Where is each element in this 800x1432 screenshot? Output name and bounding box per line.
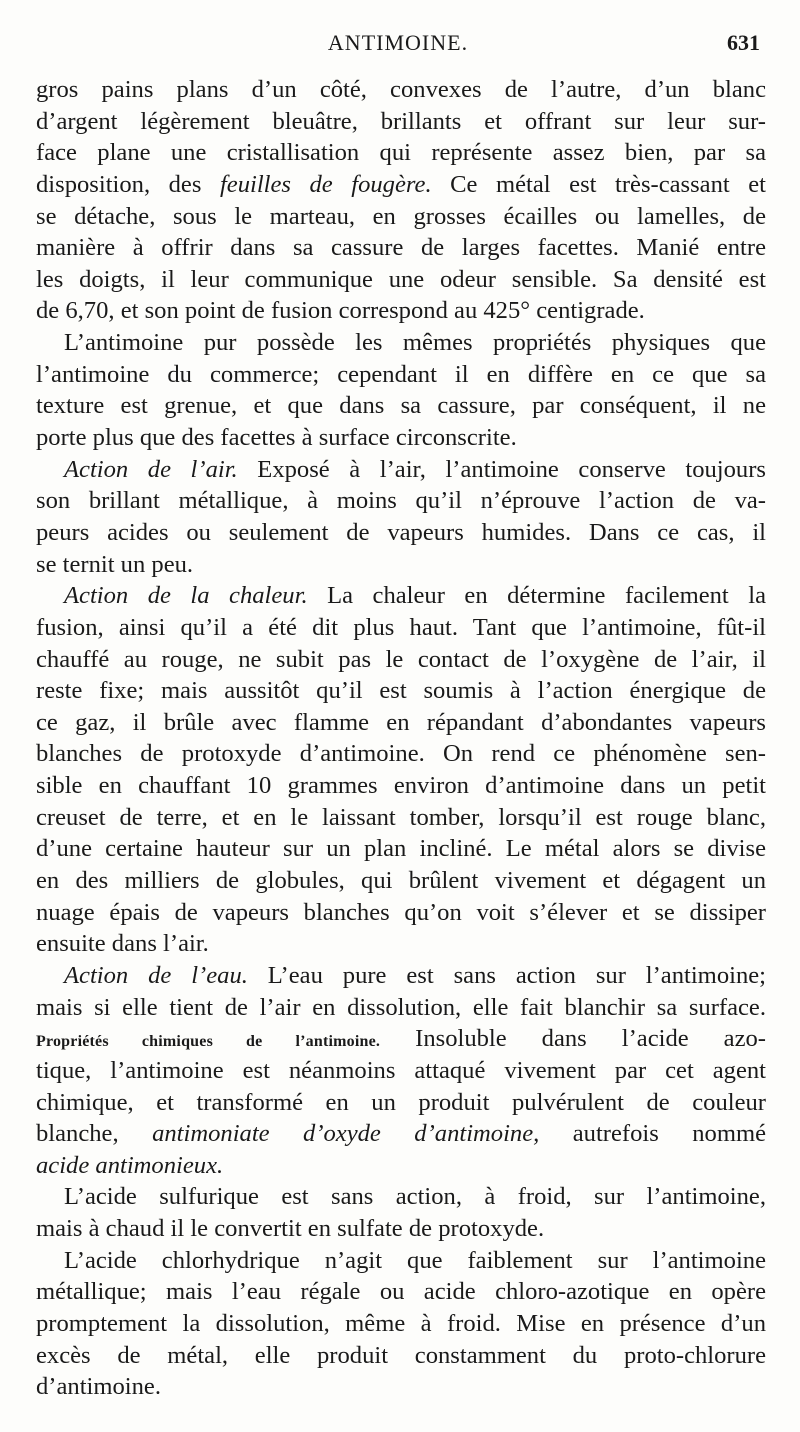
text-segment: gros pains plans d’un côté, convexes de l’autre, d’un blanc xyxy=(36,76,766,103)
text-segment: sible en chauffant 10 grammes environ d’antimoine dans un petit xyxy=(36,772,766,800)
text-segment: peurs acides ou seulement de vapeurs humides. Dans ce cas, il xyxy=(36,518,766,546)
text-segment: L’acide chlorhydrique n’agit que faiblement sur l’antimoine xyxy=(64,1246,766,1274)
text-segment: métallique; mais l’eau régale ou acide chloro-azotique en opère xyxy=(36,1278,766,1306)
text-line xyxy=(36,327,766,359)
text-segment: creuset de terre, et en le laissant tomber, lorsqu’il est rouge blanc, xyxy=(36,803,766,831)
text-segment: excès de métal, elle produit constamment du proto-chlorure xyxy=(36,1341,766,1369)
text-line xyxy=(36,264,766,296)
page-header xyxy=(36,30,760,60)
text-line xyxy=(36,1213,766,1245)
text-segment: d’antimoine. xyxy=(36,1373,161,1401)
text-segment: mais si elle tient de l’air en dissolution, elle fait blanchir sa surface. xyxy=(36,993,766,1021)
text-segment: promptement la dissolution, même à froid. Mise en présence d’un xyxy=(36,1309,766,1337)
text-line xyxy=(36,390,766,422)
text-segment: de 6,70, et son point de fusion correspond au 425° centigrade. xyxy=(36,297,645,325)
text-line xyxy=(36,675,766,707)
text-line xyxy=(36,1340,766,1372)
text-line xyxy=(36,992,766,1024)
text-line xyxy=(36,1181,766,1213)
text-segment: Ce métal est très-cassant et xyxy=(431,170,766,198)
text-segment: d’argent légèrement bleuâtre, brillants et offrant sur leur sur- xyxy=(36,107,766,135)
text-segment: autrefois nommé xyxy=(539,1120,766,1148)
text-segment: ce gaz, il brûle avec flamme en répandant d’abondantes vapeurs xyxy=(36,708,766,736)
text-segment: Insoluble dans l’acide azo- xyxy=(380,1025,766,1053)
text-line xyxy=(36,1245,766,1277)
text-line xyxy=(36,359,766,391)
text-line xyxy=(36,295,766,327)
text-line xyxy=(36,1371,766,1403)
text-segment: fusion, ainsi qu’il a été dit plus haut. Tant que l’antimoine, fût-il xyxy=(36,613,766,641)
text-line xyxy=(36,770,766,802)
text-segment: porte plus que des facettes à surface circonscrite. xyxy=(36,424,517,452)
text-segment: son brillant métallique, à moins qu’il n’éprouve l’action de va- xyxy=(36,487,766,515)
text-line xyxy=(36,1276,766,1308)
text-line xyxy=(36,1055,766,1087)
text-line xyxy=(36,928,766,960)
italic-term: acide antimonieux. xyxy=(36,1151,224,1179)
text-segment: en des milliers de globules, qui brûlent vivement et dégagent un xyxy=(36,867,766,895)
text-line xyxy=(36,865,766,897)
text-segment: les doigts, il leur communique une odeur sensible. Sa densité est xyxy=(36,265,766,293)
text-line xyxy=(36,580,766,612)
text-line xyxy=(36,137,766,169)
text-line xyxy=(36,707,766,739)
text-line xyxy=(36,74,766,106)
text-segment: L’antimoine pur possède les mêmes propriétés physiques que xyxy=(64,329,766,357)
section-heading: Propriétés chimiques de l’antimoine. xyxy=(36,1033,381,1051)
text-line xyxy=(36,1087,766,1119)
text-segment: chimique, et transformé en un produit pulvérulent de couleur xyxy=(36,1088,766,1116)
text-segment: se détache, sous le marteau, en grosses écailles ou lamelles, de xyxy=(36,202,766,230)
running-head: ANTIMOINE. xyxy=(327,30,469,55)
text-line xyxy=(36,517,766,549)
text-segment: chauffé au rouge, ne subit pas le contact de l’oxygène de l’air, il xyxy=(36,645,766,673)
text-line xyxy=(36,738,766,770)
text-segment: texture est grenue, et que dans sa cassure, par conséquent, il ne xyxy=(36,392,766,420)
italic-term: Action de l’air. xyxy=(64,455,238,483)
text-segment: blanche, xyxy=(36,1120,153,1148)
text-line xyxy=(36,612,766,644)
text-segment: face plane une cristallisation qui représente assez bien, par sa xyxy=(36,139,766,167)
text-line xyxy=(36,1150,766,1182)
text-segment: Exposé à l’air, l’antimoine conserve toujours xyxy=(237,455,766,483)
text-line xyxy=(36,201,766,233)
text-line xyxy=(36,106,766,138)
text-line xyxy=(36,960,766,992)
body-text xyxy=(36,74,766,1403)
text-segment: blanches de protoxyde d’antimoine. On rend ce phénomène sen- xyxy=(36,740,766,768)
text-segment: L’acide sulfurique est sans action, à froid, sur l’antimoine, xyxy=(64,1183,766,1211)
text-segment: L’eau pure est sans action sur l’antimoine; xyxy=(247,961,766,989)
text-segment: manière à offrir dans sa cassure de larges facettes. Manié entre xyxy=(36,234,766,262)
text-segment: disposition, des xyxy=(36,170,220,198)
text-segment: La chaleur en détermine facilement la xyxy=(307,582,766,610)
text-line xyxy=(36,644,766,676)
page-number: 631 xyxy=(727,30,760,55)
text-segment: se ternit un peu. xyxy=(36,550,194,578)
italic-term: feuilles de fougère. xyxy=(219,170,432,198)
text-line xyxy=(36,485,766,517)
text-segment: ensuite dans l’air. xyxy=(36,930,209,958)
text-segment: nuage épais de vapeurs blanches qu’on voit s’élever et se dissiper xyxy=(36,898,766,926)
italic-term: Action de la chaleur. xyxy=(64,582,308,610)
text-segment: mais à chaud il le convertit en sulfate de protoxyde. xyxy=(36,1215,545,1243)
italic-term: Action de l’eau. xyxy=(64,961,248,989)
text-line xyxy=(36,1023,766,1055)
text-line xyxy=(36,1308,766,1340)
text-line xyxy=(36,833,766,865)
text-line xyxy=(36,549,766,581)
text-line xyxy=(36,232,766,264)
text-segment: reste fixe; mais aussitôt qu’il est soumis à l’action énergique de xyxy=(36,677,766,705)
text-line xyxy=(36,802,766,834)
text-segment: d’une certaine hauteur sur un plan incliné. Le métal alors se divise xyxy=(36,835,766,863)
text-line xyxy=(36,169,766,201)
italic-term: antimoniate d’oxyde d’antimoine, xyxy=(152,1120,540,1148)
text-line xyxy=(36,454,766,486)
text-line xyxy=(36,1118,766,1150)
text-segment: l’antimoine du commerce; cependant il en diffère en ce que sa xyxy=(36,360,766,388)
text-segment: tique, l’antimoine est néanmoins attaqué vivement par cet agent xyxy=(36,1056,766,1084)
text-line xyxy=(36,897,766,929)
text-line xyxy=(36,422,766,454)
